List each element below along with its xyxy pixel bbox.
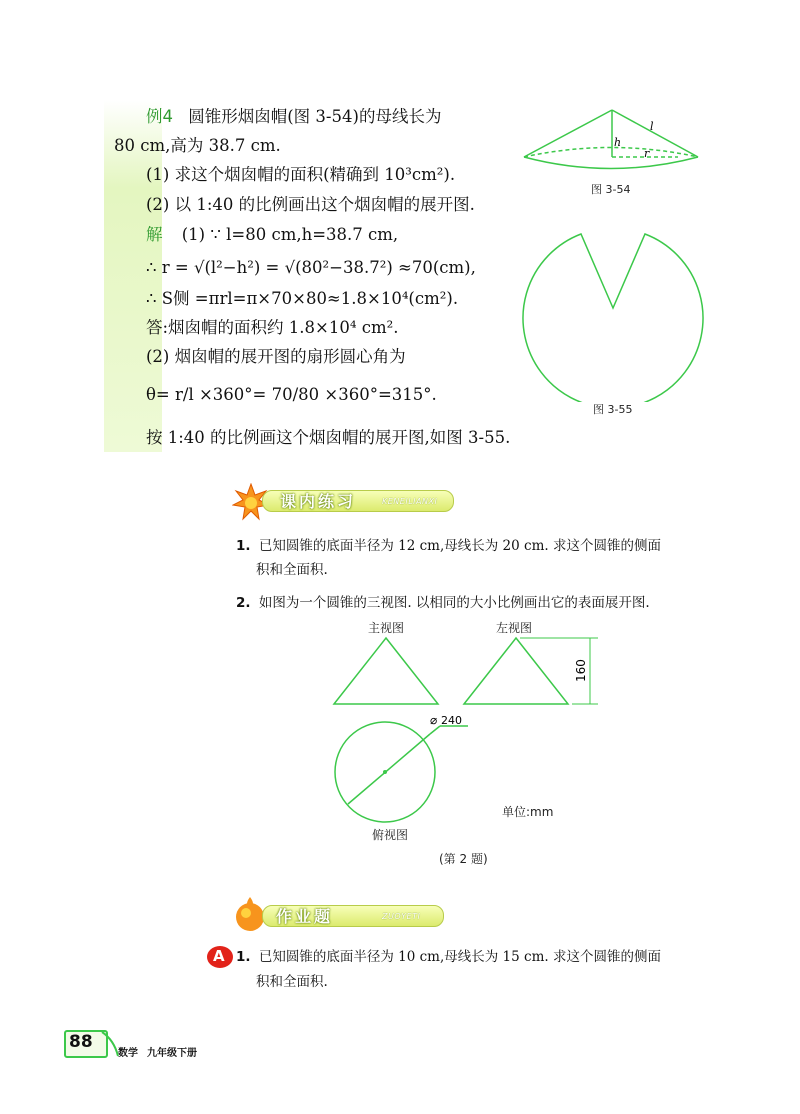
solution-final: 按 1:40 的比例画这个烟囱帽的展开图,如图 3-55. <box>146 428 511 447</box>
height-value: 160 <box>574 659 588 682</box>
example-question-1: (1) 求这个烟囱帽的面积(精确到 10³cm²). <box>146 165 456 184</box>
solution-part-2: (2) 烟囱帽的展开图的扇形圆心角为 <box>146 347 406 366</box>
label-r: r <box>644 147 650 160</box>
footer-book: 数学 <box>118 1048 138 1059</box>
practice-subtitle: KENEILIANXI <box>382 497 438 506</box>
figure-3-54-cone <box>510 100 710 180</box>
practice-item-2 <box>236 593 650 613</box>
footer-grade: 九年级下册 <box>147 1048 197 1059</box>
label-h: h <box>614 136 622 149</box>
homework-item-1 <box>236 947 661 967</box>
practice-item-1 <box>236 536 661 556</box>
homework-item-1-cont: 积和全面积. <box>256 974 328 990</box>
unit-label: 单位:mm <box>502 805 554 819</box>
example-question-2: (2) 以 1:40 的比例画出这个烟囱帽的展开图. <box>146 195 475 214</box>
example-heading <box>146 106 441 128</box>
label-l: l <box>650 120 654 133</box>
top-view-circle <box>320 714 490 834</box>
top-view-label: 俯视图 <box>372 828 409 842</box>
page-number: 88 <box>69 1032 93 1052</box>
figure-3-54-caption: 图 3-54 <box>591 183 631 196</box>
sector-outline <box>523 234 703 402</box>
diameter-value: 240 <box>441 714 462 727</box>
practice-item-2-text: 如图为一个圆锥的三视图. 以相同的大小比例画出它的表面展开图. <box>258 595 650 611</box>
front-and-left-views <box>320 630 620 710</box>
left-view-label: 左视图 <box>496 621 533 635</box>
practice-item-1-num: 1. <box>236 538 251 554</box>
solution-label: 解 <box>146 225 163 244</box>
diameter-line <box>348 734 430 804</box>
example-intro: 圆锥形烟囱帽(图 3-54)的母线长为 <box>188 107 442 126</box>
cone-base-back <box>524 148 698 158</box>
figure-3-55-sector <box>515 222 715 402</box>
example-intro-2: 80 cm,高为 38.7 cm. <box>114 136 281 155</box>
practice-item-1-cont: 积和全面积. <box>256 562 328 578</box>
problem-2-caption: (第 2 题) <box>439 852 488 866</box>
front-view-label: 主视图 <box>368 621 405 635</box>
cone-right-slant <box>612 110 698 157</box>
figure-3-55-caption: 图 3-55 <box>593 403 633 416</box>
left-view-triangle <box>464 638 568 704</box>
front-view-triangle <box>334 638 438 704</box>
diameter-symbol: ⌀ <box>430 714 438 727</box>
practice-item-1-text: 已知圆锥的底面半径为 12 cm,母线长为 20 cm. 求这个圆锥的侧面 <box>258 538 661 554</box>
example-label: 例4 <box>146 107 173 126</box>
solution-area: ∴ S侧 =πrl=π×70×80≈1.8×10⁴(cm²). <box>146 289 459 308</box>
homework-item-1-num: 1. <box>236 949 251 965</box>
solution-theta: θ= r/l ×360°= 70/80 ×360°=315°. <box>146 385 437 404</box>
practice-item-2-num: 2. <box>236 595 251 611</box>
practice-title: 课内练习 <box>280 492 357 511</box>
solution-given: (1) ∵ l=80 cm,h=38.7 cm, <box>181 225 399 244</box>
homework-subtitle: ZUOYETI <box>382 912 421 921</box>
homework-item-1-text: 已知圆锥的底面半径为 10 cm,母线长为 15 cm. 求这个圆锥的侧面 <box>258 949 661 965</box>
footer-swoosh <box>100 1030 120 1058</box>
homework-title: 作业题 <box>276 907 334 926</box>
level-a-letter: A <box>213 947 225 965</box>
solution-given-line <box>146 224 398 246</box>
cone-base-front <box>524 157 698 169</box>
answer-line: 答:烟囱帽的面积约 1.8×10⁴ cm². <box>146 318 399 337</box>
solution-radius: ∴ r = √(l²−h²) = √(80²−38.7²) ≈70(cm), <box>146 258 476 277</box>
